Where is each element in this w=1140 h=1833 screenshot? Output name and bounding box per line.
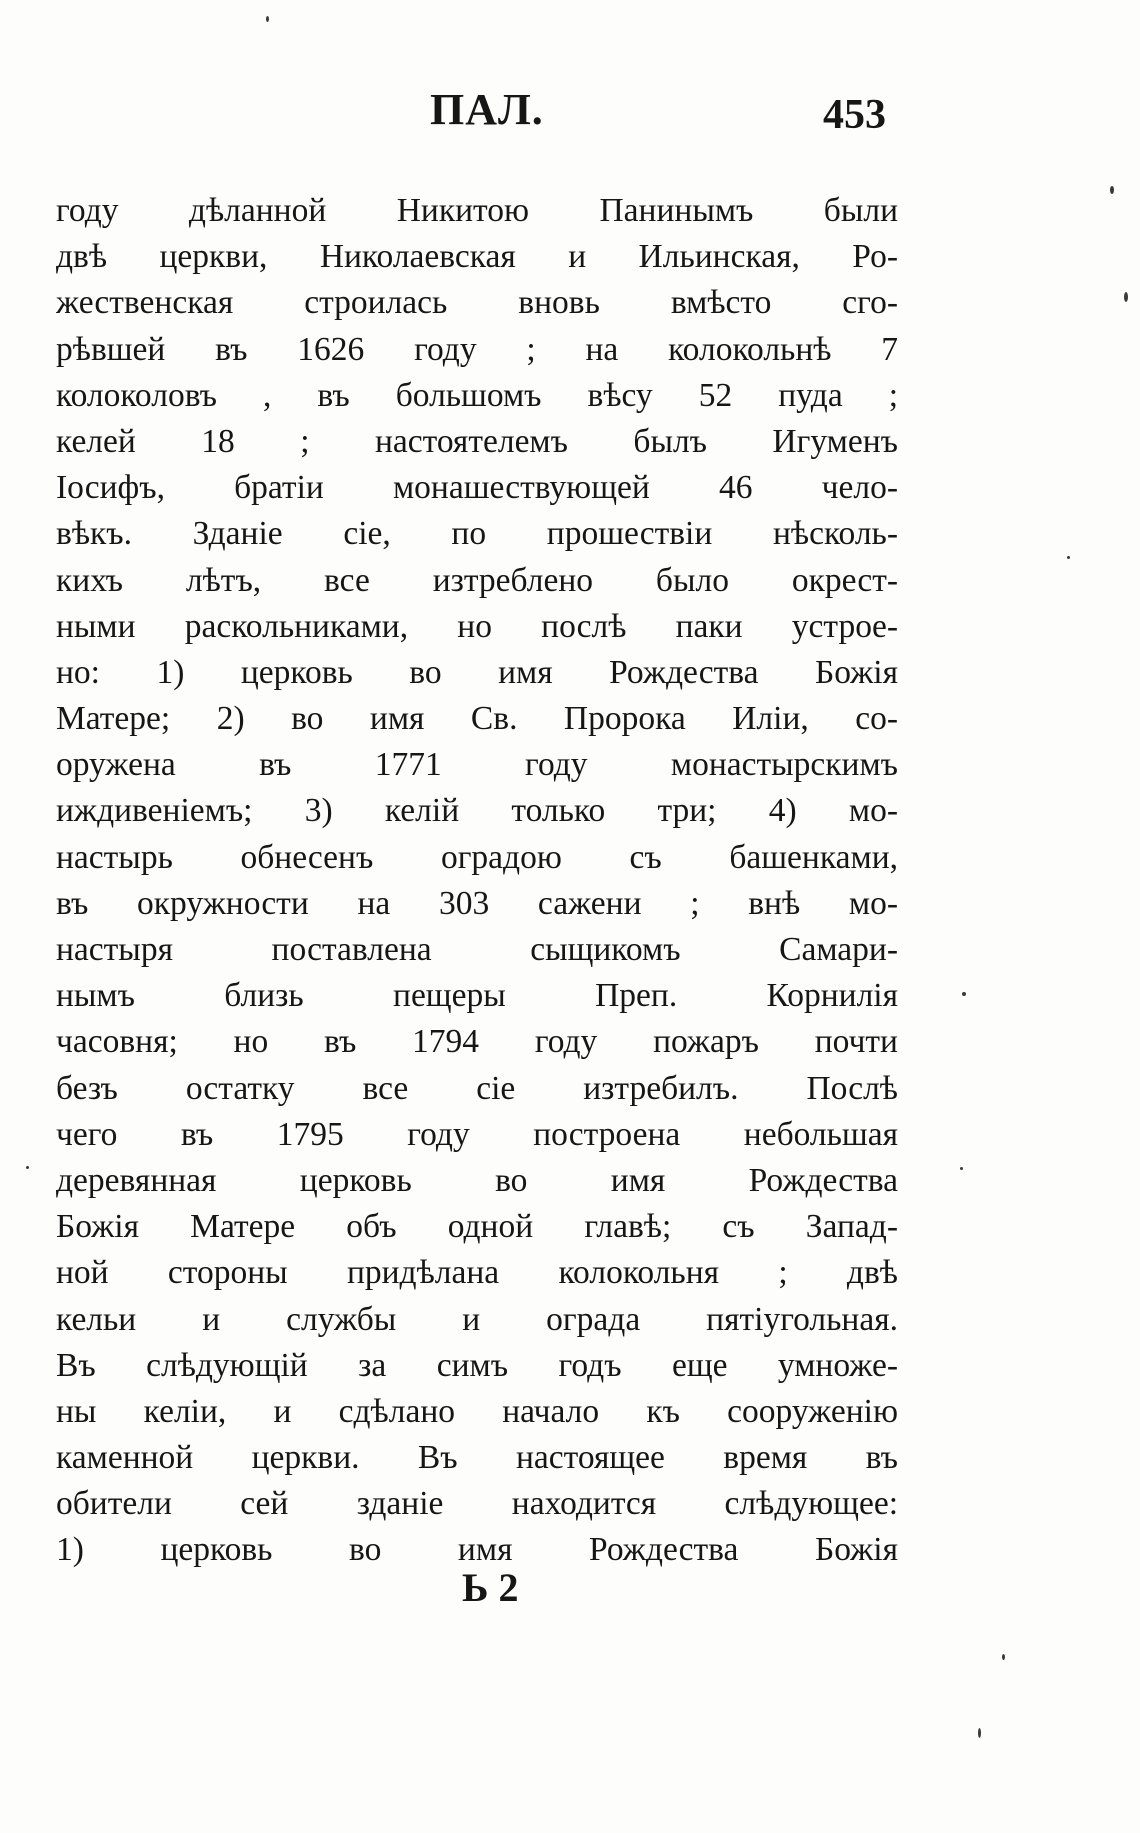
scan-speck — [960, 1167, 963, 1170]
text-line: Въ слѣдующiй за симъ годъ еще умноже- — [56, 1346, 898, 1384]
text-line: настырь обнесенъ оградою съ башенками, — [56, 838, 898, 876]
text-line: обители сей зданiе находится слѣдующее: — [56, 1485, 898, 1523]
scan-speck — [266, 16, 269, 22]
text-line: году дѣланной Никитою Панинымъ были — [56, 192, 898, 229]
page-number: 453 — [823, 92, 886, 138]
text-line: колоколовъ , въ большомъ вѣсу 52 пуда ; — [56, 376, 898, 414]
scan-speck — [1124, 292, 1128, 302]
scan-speck — [1067, 556, 1070, 559]
text-line: ной стороны придѣлана колокольня ; двѣ — [56, 1254, 898, 1292]
signature-mark: Ь 2 — [462, 1565, 519, 1610]
body-text — [56, 188, 898, 1574]
text-line: ны келiи, и сдѣлано начало къ сооруженiю — [56, 1392, 898, 1430]
scan-speck — [1110, 186, 1114, 194]
text-line: жественская строилась вновь вмѣсто сго- — [56, 284, 898, 322]
text-line: нымъ близь пещеры Преп. Корнилiя — [56, 977, 898, 1015]
scan-speck — [1002, 1654, 1005, 1660]
text-line: двѣ церкви, Николаевская и Ильинская, Ро- — [56, 238, 898, 276]
scan-speck — [26, 1166, 29, 1169]
text-line: безъ остатку все сiе изтребилъ. Послѣ — [56, 1069, 898, 1107]
text-line: кихъ лѣтъ, все изтреблено было окрест- — [56, 561, 898, 599]
scan-speck — [978, 1728, 981, 1738]
text-line: Божiя Матере объ одной главѣ; съ Запад- — [56, 1208, 898, 1246]
text-line: но: 1) церковь во имя Рождества Божiя — [56, 653, 898, 691]
scan-speck — [962, 992, 966, 996]
text-line: въ окружности на 303 сажени ; внѣ мо- — [56, 884, 898, 922]
text-line: Iосифъ, братiи монашествующей 46 чело- — [56, 469, 898, 507]
text-line: вѣкъ. Зданiе сiе, по прошествiи нѣсколь- — [56, 515, 898, 553]
text-line: Матере; 2) во имя Св. Пророка Илiи, со- — [56, 700, 898, 738]
text-line: келей 18 ; настоятелемъ былъ Игуменъ — [56, 422, 898, 460]
text-line: оружена въ 1771 году монастырскимъ — [56, 746, 898, 784]
text-line: настыря поставлена сыщикомъ Самари- — [56, 931, 898, 968]
text-line: кельи и службы и ограда пятiугольная. — [56, 1300, 898, 1338]
text-line: чего въ 1795 году построена небольшая — [56, 1115, 898, 1153]
text-line: каменной церкви. Въ настоящее время въ — [56, 1439, 898, 1477]
text-line: 1) церковь во имя Рождества Божiя — [56, 1531, 898, 1569]
text-line: рѣвшей въ 1626 году ; на колокольнѣ 7 — [56, 330, 898, 368]
text-line: ными раскольниками, но послѣ паки устроe- — [56, 607, 898, 645]
running-head: ПАЛ. — [430, 85, 544, 134]
text-line: часовня; но въ 1794 году пожаръ почти — [56, 1023, 898, 1061]
text-line: деревянная церковь во имя Рождества — [56, 1161, 898, 1199]
text-line: иждивенiемъ; 3) келiй только три; 4) мо- — [56, 792, 898, 830]
